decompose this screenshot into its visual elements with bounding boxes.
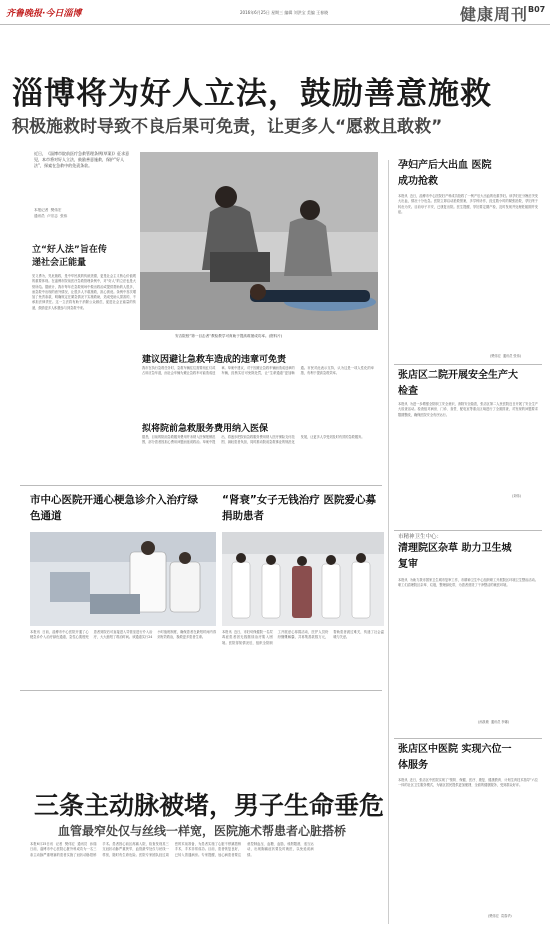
s2-body: 据悉，目前的院前急救服务费用并未纳入医保报销范围，部分患者因担心费用问题而延误救治。草案中提出，将逐步把院前急救服务费用纳入医疗保险支付范围，减轻患者负担，同时推动院前急救事业的规范化发展，让更多人享受到及时有效的急救服务。 — [142, 435, 365, 445]
middle-right-body: 本报讯 近日，市妇幼保健院一名尿毒症患者因无钱继续治疗陷入困境。医院得知情况后，组织全院职工开展爱心募捐活动，医护人员纷纷慷慨解囊，共募集善款数万元，帮助患者渡过难关，传递了社会温暖与关爱。 — [222, 630, 384, 645]
main-lede — [34, 151, 134, 169]
nurses-group-photo — [222, 532, 384, 626]
right-news1-title: 孕妇产后大出血 医院成功抢救 — [398, 160, 492, 187]
box1-title: 立“好人法”旨在传递社会正能量 — [32, 245, 107, 268]
main-lede-text: 近日，《淄博市院前医疗急救管理条例(草案)》征求意见，本市将对好人立法，鼓励善意施救，保护“好人法”，探索在急救中的免责条款。 — [34, 151, 130, 168]
right-divider-3 — [394, 738, 542, 739]
masthead-divider — [0, 24, 550, 25]
bottom-subhead: 血管最窄处仅与丝线一样宽，医院施术帮患者心脏搭桥 — [58, 824, 347, 838]
right-news3-credit: (孙凯敏 通讯员 李娜) — [478, 720, 510, 724]
page-number: B07 — [528, 5, 546, 14]
main-subhead: 积极施救时导致不良后果可免责，让更多人“愿救且敢救” — [12, 117, 443, 137]
hospital-doctors-photo — [30, 532, 216, 626]
right-divider-1 — [394, 364, 542, 365]
main-byline: 本报记者 樊伟宏 通讯员 卢宗志 张伟 — [34, 208, 68, 218]
masthead-date-line: 2016年6月25日 星期三 编辑 刘洪宝 美编 王春晓 — [240, 10, 329, 15]
box1-body: 见义勇为，见危施救，是中华民族的传统美德，更是社会主义核心价值观的重要体现。在淄博市院前医疗急救管理条例中，对“好人”的立法也是大势所趋。据统计，我市每年在急救现场中做出救治或提供帮助的人很多，而急救中出现的意外情况，让很多人不敢施救，担心被讹。条例中首次增加了免责条款，明确规定在紧急情况下实施救助，造成受助人损害的，不承担法律责任。这一立法将有助于消除公众顾虑，促进社会正能量的传递，鼓励更多人积极参与到急救中来。 — [32, 274, 136, 310]
right-news4-title: 张店区中医院 实现六位一体服务 — [398, 744, 512, 771]
s1-title: 建议因避让急救车造成的违章可免责 — [142, 355, 287, 365]
right-news2-title: 张店区二院开展安全生产大检查 — [398, 370, 518, 397]
right-column-rule — [388, 160, 389, 924]
section-title: 健康周刊 — [460, 5, 529, 24]
middle-left-title: 市中心医院开通心梗急诊介入治疗绿色通道 — [30, 494, 198, 522]
masthead-brand: 齐鲁晚报·今日淄博 — [6, 9, 82, 19]
main-headline: 淄博将为好人立法，鼓励善意施救 — [12, 76, 492, 112]
right-news3-kicker: 市精神卫生中心： — [398, 534, 443, 540]
s1-body: 我市在执行急救任务时，急救车辆往往需要闯红灯或占用应急车道，而社会车辆为避让急救车可能造成违章。草案中建议，对于因避让急救车辆而造成违章的车辆，经核实后可免除处罚，让“生命通道”更加畅通。市民对此表示支持，认为这是一项人性化的举措，有利于提高急救效率。 — [142, 366, 374, 376]
right-news4-body: 本报讯 近日，张店区中医院实现了“预防、保健、医疗、康复、健康教育、计划生育技术指导”六位一体的社区卫生服务模式，为辖区居民提供更加便捷、全面的健康服务，受到群众好评。 — [398, 778, 538, 788]
right-news1-body: 本报讯 近日，淄博市中心医院妇产科成功抢救了一例产后大出血的危重孕妇。该孕妇在分娩后突发大出血，情况十分危急。医院立即启动抢救预案，多学科协作，经过数小时的紧张抢救，孕妇终于转危为安。目前母子平安，已康复出院。医生提醒，孕妇要定期产检，及时发现并处理妊娠期并发症。 — [398, 194, 538, 214]
cpr-training-photo — [140, 152, 378, 330]
masthead — [0, 0, 550, 26]
right-news4-credit: (樊伟宏 袁春华) — [488, 914, 512, 918]
middle-left-body: 本报讯 日前，淄博市中心医院开通了心梗急诊介入治疗绿色通道，急性心肌梗死患者到院后可直接进入导管室进行介入治疗，大大缩短了救治时间。该通道实行24小时值班制度，确保患者在最短时间内得到有效救治，挽救更多患者生命。 — [30, 630, 216, 640]
right-news2-body: 本报讯 为进一步增强全院职工安全意识，消除安全隐患，张店区第二人民医院近日开展了安全生产大检查活动。检查组对病房、门诊、食堂、配电室等重点区域进行了全面排查，对发现的问题要求限期整改，确保医院安全有序运行。 — [398, 402, 538, 417]
right-news3-title: 清理院区杂草 助力卫生城复审 — [398, 543, 512, 570]
bottom-headline: 三条主动脉被堵，男子生命垂危 — [34, 791, 385, 820]
right-news2-credit: (刘伟) — [512, 494, 521, 498]
s2-title: 拟将院前急救服务费用纳入医保 — [142, 424, 269, 434]
main-photo-caption: 安吉院校”第一目击者”教检教学可育助于提高救援成功率。(资料片) — [175, 334, 283, 338]
right-news1-credit: (樊伟宏 通讯员 张伟) — [490, 354, 522, 358]
right-divider-2 — [394, 530, 542, 531]
bottom-body: 本报6月25日讯 记者 樊伟宏 通讯员 孙瑞 日前，淄博市中心医院心脏外科成功为一名三条主动脉严重堵塞的患者实施了冠状动脉搭桥手术。患者因心前区疼痛入院，检查发现其三支冠状动脉严重狭窄，血管最窄处仅与丝线一样宽，随时有生命危险。医院专家团队经过周密的术前准备，为患者实施了心脏不停跳搭桥手术，手术非常成功。目前，患者恢复良好，已转入普通病房。专家提醒，冠心病患者要注意控制血压、血糖、血脂，戒烟限酒，适当运动，出现胸痛症状要及时就医，以免延误病情。 — [30, 842, 314, 857]
middle-right-title: “肾衰”女子无钱治疗 医院爱心募捐助患者 — [222, 494, 376, 522]
right-news3-body: 本报讯 为助力我市国家卫生城市复审工作，市精神卫生中心组织职工开展院区环境卫生整治活动。职工们清理院区杂草、垃圾，整理绿化带，为患者营造了干净整洁的就医环境。 — [398, 578, 538, 588]
middle-divider — [20, 485, 382, 486]
bottom-divider — [20, 690, 382, 691]
